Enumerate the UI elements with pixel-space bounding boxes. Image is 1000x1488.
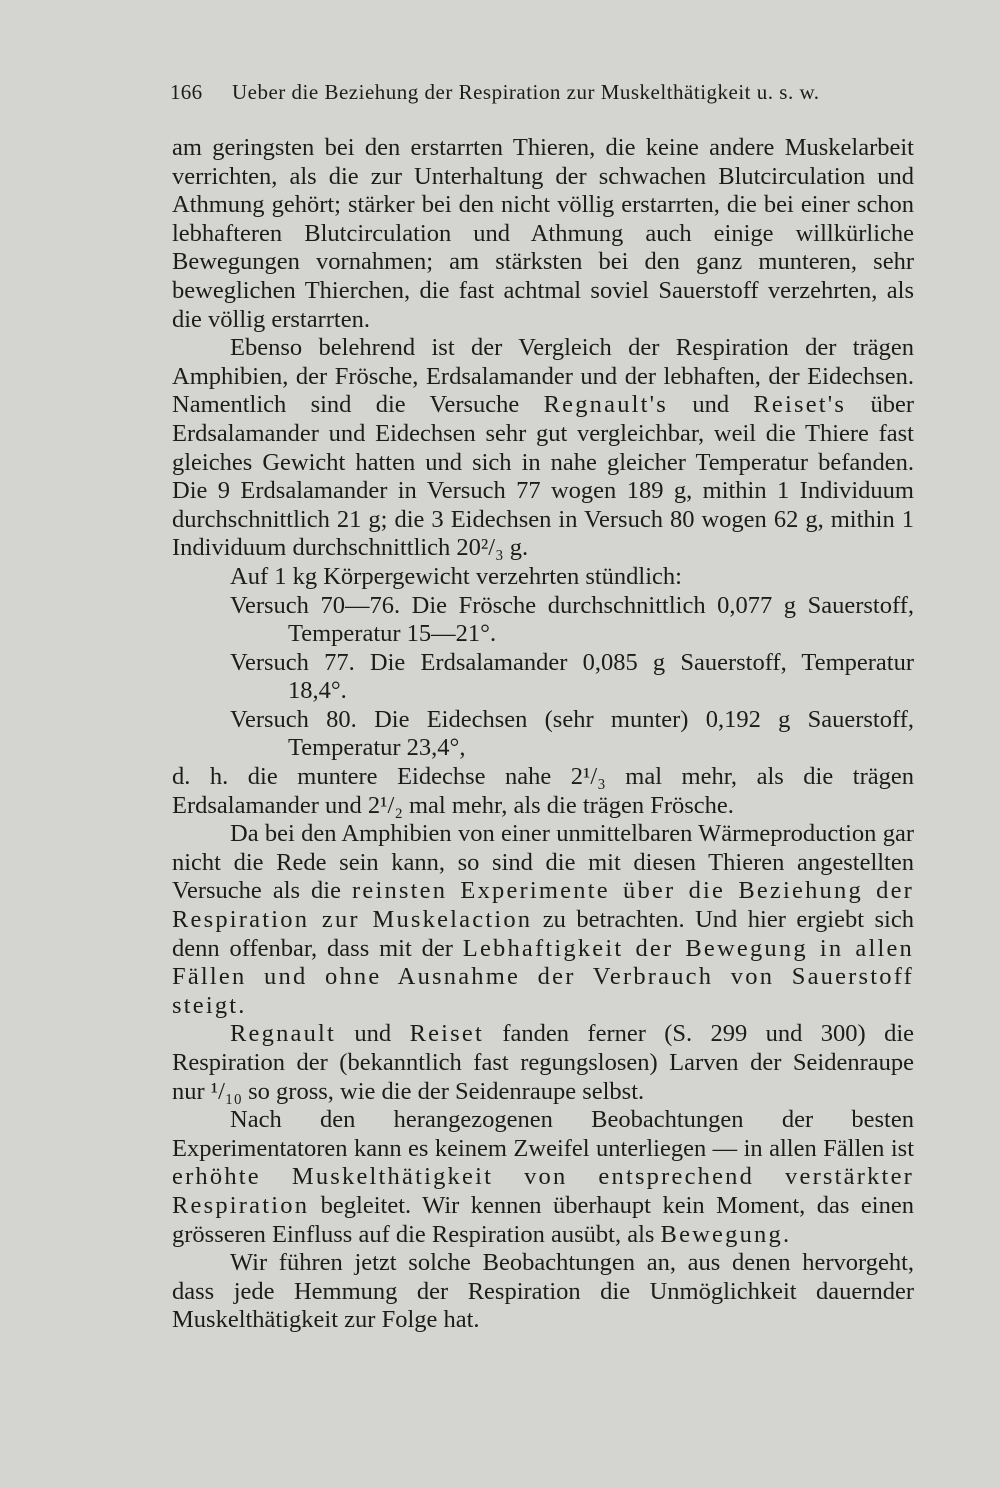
emphasis-text: erhöhte Muskelthätigkeit von entsprechend verstärkter Respiration bbox=[172, 1163, 914, 1219]
page-number: 166 bbox=[170, 80, 203, 104]
author-name: Reiset's bbox=[753, 391, 847, 419]
page-header bbox=[170, 80, 912, 114]
running-title: Ueber die Beziehung der Respiration zur Muskelthätigkeit u. s. w. bbox=[232, 80, 820, 104]
text-run: begleitet. Wir kennen überhaupt kein Moment, das einen grösseren Einfluss auf die Respiration ausübt, als bbox=[172, 1191, 914, 1248]
text-run: Da bei den Amphibien von einer unmittelbaren Wärmeproduction gar nicht die Rede sein kann, so sind die mit diesen Thieren angestellten Versuche als die bbox=[172, 820, 914, 905]
paragraph-comparison bbox=[172, 334, 914, 563]
text-run: Ebenso belehrend ist der Vergleich der Respiration der trägen Amphibien, der Frösche, Erdsalamander und der lebhaften, der Eidechsen. Namentlich sind die Versuche bbox=[172, 334, 914, 419]
text-run: Nach den herangezogenen Beobachtungen der besten Experimentatoren kann es keinem Zweifel unterliegen — in allen Fällen ist bbox=[172, 1106, 914, 1162]
page-body bbox=[172, 134, 914, 1335]
result-item-lizards: Versuch 80. Die Eidechsen (sehr munter) 0,192 g Sauerstoff, Temperatur 23,4°, bbox=[230, 705, 914, 762]
paragraph-conclusion-ratio: d. h. die muntere Eidechse nahe 2¹/₃ mal mehr, als die trägen Erdsalamander und 2¹/₂ mal mehr, als die trägen Frösche. bbox=[172, 763, 914, 819]
result-item-salamanders: Versuch 77. Die Erdsalamander 0,085 g Sauerstoff, Temperatur 18,4°. bbox=[230, 648, 914, 705]
emphasis-text: Bewegung bbox=[660, 1220, 783, 1248]
text-run: und bbox=[336, 1020, 410, 1048]
paragraph-intro-results: Auf 1 kg Körpergewicht verzehrten stündlich: bbox=[230, 562, 682, 590]
text-run: . bbox=[782, 1220, 790, 1248]
result-item-frogs: Versuch 70—76. Die Frösche durchschnittlich 0,077 g Sauerstoff, Temperatur 15—21°. bbox=[230, 591, 914, 648]
author-name: Regnault bbox=[230, 1020, 337, 1048]
text-run: und bbox=[668, 391, 754, 419]
text-run: über Erdsalamander und Eidechsen sehr gut vergleichbar, weil die Thiere fast gleiches Gewicht hatten und sich in nahe gleicher Temperatur befanden. Die 9 Erdsalamander in Versuch 77 wogen 189 g, mithin 1 Individuum durchschnittlich 21 g; die 3 Eidechsen in Versuch 80 wogen 62 g, mithin 1 Individuum durchschnittlich 20²/₃ g. bbox=[172, 391, 914, 562]
paragraph-silkworm bbox=[172, 1020, 914, 1106]
text-run: fanden ferner (S. 299 und 300) die Respiration der (bekanntlich fast regungslosen) Larven der Seidenraupe nur ¹/₁₀ so gross, wie die der Seidenraupe selbst. bbox=[172, 1020, 914, 1105]
paragraph-amphibians bbox=[172, 820, 914, 1020]
paragraph-continuation: am geringsten bei den erstarrten Thieren, die keine andere Muskelarbeit verrichten, als die zur Unterhaltung der schwachen Blutcirculation und Athmung gehört; stärker bei den nicht völlig erstarrten, die bei einer schon lebhafteren Blutcirculation und Athmung auch einige willkürliche Bewegungen vornahmen; am stärksten bei den ganz munteren, sehr beweglichen Thierchen, die fast achtmal soviel Sauerstoff verzehrten, als die völlig erstarrten. bbox=[172, 134, 914, 333]
author-name: Regnault's bbox=[543, 391, 669, 419]
paragraph-observations bbox=[172, 1106, 914, 1249]
emphasis-text: reinsten Experimente über die Beziehung der Respiration zur Muskelaction bbox=[172, 877, 914, 934]
text-run: zu betrachten. Und hier ergiebt sich denn offenbar, dass mit der bbox=[172, 906, 914, 962]
paragraph-final: Wir führen jetzt solche Beobachtungen an, aus denen hervorgeht, dass jede Hemmung der Respiration die Unmöglichkeit dauernder Muskelthätigkeit zur Folge hat. bbox=[172, 1249, 914, 1334]
emphasis-text: Lebhaftigkeit der Bewegung in allen Fällen und ohne Ausnahme der Verbrauch von Sauerstoff steigt. bbox=[172, 934, 914, 1019]
author-name: Reiset bbox=[409, 1020, 485, 1048]
